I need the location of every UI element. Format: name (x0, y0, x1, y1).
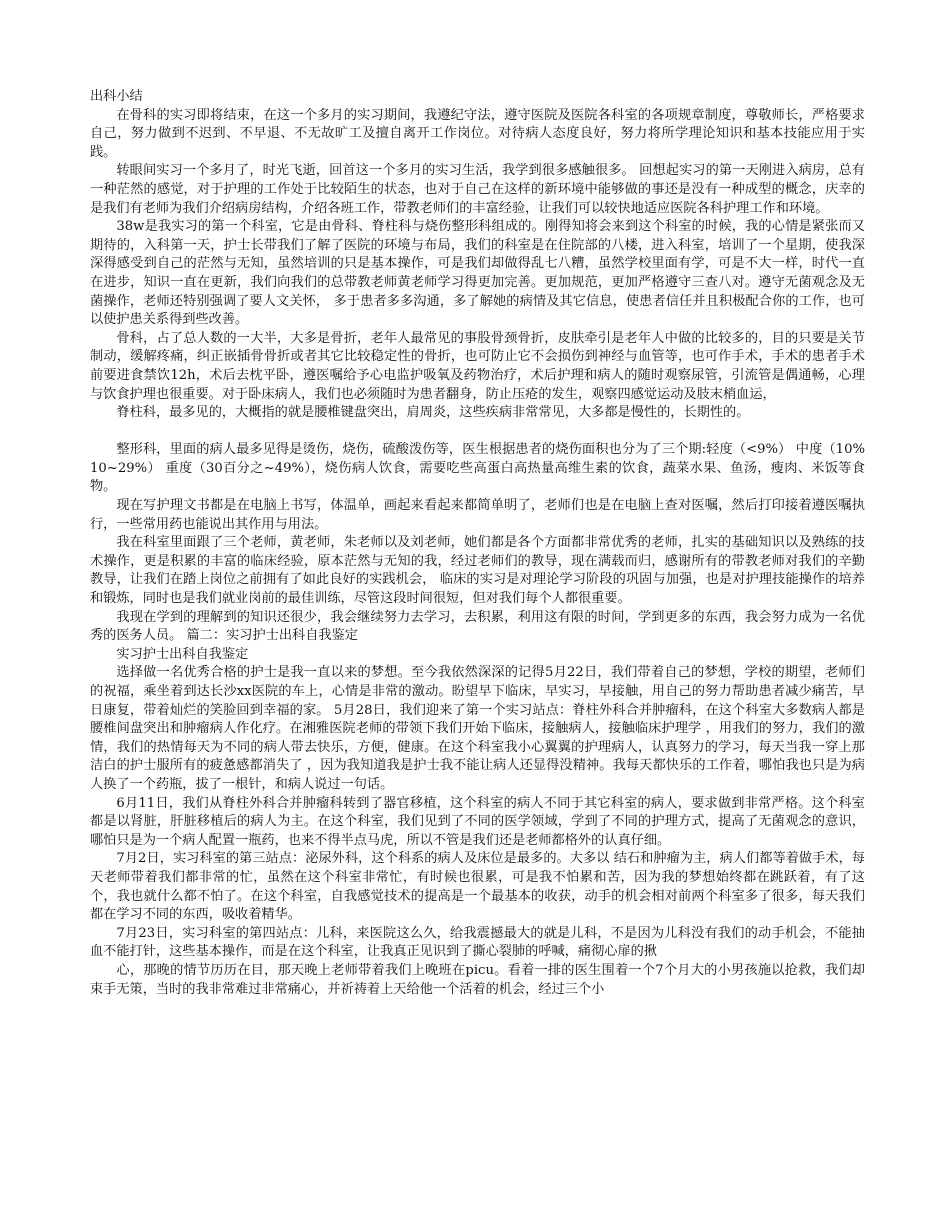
paragraph: 整形科，里面的病人最多见得是烫伤，烧伤，硫酸泼伤等，医生根据患者的烧伤面积也分为了三个期:轻度（<9%） 中度（10%10~29%） 重度（30百分之~49%），烧伤病人饮食，需要吃些高蛋白高热量高维生素的饮食，蔬菜水果、鱼汤，瘦肉、米饭等食物。 (90, 442, 865, 495)
document-title: 出科小结 (90, 89, 143, 104)
paragraph: 选择做一名优秀合格的护士是我一直以来的梦想。至今我依然深深的记得5月22日，我们带着自己的梦想，学校的期望，老师们的祝福，乘坐着到达长沙xx医院的车上，心情是非常的激动。盼望早下临床，早实习，早接触，用自己的努力帮助患者减少痛苦，早日康复，带着灿烂的笑脸回到幸福的家。 5月28日，我们迎来了第一个实习站点：脊柱外科合并肿瘤科，在这个科室大多数病人都是腰椎间盘突出和肿瘤病人作化疗。在湘雅医院老师的带领下我们开始下临床，接触病人，接触临床护理学 ，用我们的努力，我们的激情，我们的热情每天为不同的病人带去快乐，方便，健康。在这个科室我小心翼翼的护理病人，认真努力的学习，每天当我一穿上那洁白的护士服所有的疲惫感都消失了 ，因为我知道我是护士我不能让病人还显得没精神。我每天都快乐的工作着，哪怕我也只是为病人换了一个药瓶，拔了一根针，和病人说过一句话。 (90, 665, 865, 792)
paragraph: 脊柱科，最多见的，大概指的就是腰椎键盘突出，肩周炎，这些疾病非常常见，大多都是慢性的，长期性的。 (116, 405, 750, 421)
paragraph: 心，那晚的情节历历在目，那天晚上老师带着我们上晚班在picu。看着一排的医生围着一个7个月大的小男孩施以抢救，我们却束手无策，当时的我非常难过非常痛心，并祈祷着上天给他一个活着的机会，经过三个小 (90, 962, 865, 997)
paragraph: 转眼间实习一个多月了，时光飞逝，回首这一个多月的实习生活，我学到很多感触很多。 回想起实习的第一天刚进入病房，总有一种茫然的感觉，对于护理的工作处于比较陌生的状态，也对于自己在这样的新环境中能够做的事还是没有一种成型的概念，庆幸的是我们有老师为我们介绍病房结构，介绍各班工作，带教老师们的丰富经验，让我们可以较快地适应医院各科护理工作和环境。 (90, 163, 865, 216)
document-page (90, 88, 865, 999)
paragraph: 7月23日，实习科室的第四站点：儿科，来医院这么久，给我震撼最大的就是儿科，不是因为儿科没有我们的动手机会，不能抽血不能打针，这些基本操作，而是在这个科室，让我真正见识到了撕心裂肺的呼喊，痛彻心扉的揪 (90, 925, 865, 960)
paragraph: 6月11日，我们从脊柱外科合并肿瘤科转到了器官移植，这个科室的病人不同于其它科室的病人，要求做到非常严格。这个科室都是以肾脏，肝脏移植后的病人为主。在这个科室，我们见到了不同的医学领域，学到了不同的护理方式，提高了无菌观念的意识，哪怕只是为一个病人配置一瓶药，也来不得半点马虎，所以不管是我们还是老师都格外的认真仔细。 (90, 795, 865, 848)
paragraph: 我现在学到的理解到的知识还很少，我会继续努力去学习，去积累，利用这有限的时间，学到更多的东西，我会努力成为一名优秀的医务人员。 篇二：实习护士出科自我鉴定 (90, 609, 865, 644)
paragraph: 现在写护理文书都是在电脑上书写，体温单，画起来看起来都简单明了，老师们也是在电脑上查对医嘱，然后打印接着遵医嘱执行，一些常用药也能说出其作用与用法。 (90, 498, 865, 532)
paragraph: 骨科，占了总人数的一大半，大多是骨折，老年人最常见的事股骨颈骨折，皮肤牵引是老年人中做的比较多的，目的只要是关节制动，缓解疼痛，纠正嵌插骨骨折或者其它比较稳定性的骨折，也可防止它不会损伤到神经与血管等，也可作手术，手术的患者手术前要进食禁饮12h，术后去枕平卧，遵医嘱给予心电监护吸氧及药物治疗，术后护理和病人的随时观察尿管，引流管是偶通畅，心理与饮食护理也很重要。对于卧床病人，我们也必须随时为患者翻身，防止压疮的发生，观察四感觉运动及肢末梢血运， (90, 330, 865, 402)
paragraph: 7月2日，实习科室的第三站点：泌尿外科，这个科系的病人及床位是最多的。大多以 结石和肿瘤为主，病人们都等着做手术，每天老师带着我们都非常的忙，虽然在这个科室非常忙，有时候也很累，可是我不怕累和苦，因为我的梦想始终都在跳跃着，有了这个，我也就什么都不怕了。在这个科室，自我感觉技术的提高是一个最基本的收获，动手的机会相对前两个科室多了很多，每天我们都在学习不同的东西，吸收着精华。 (90, 851, 865, 923)
blank-line (90, 423, 865, 442)
paragraph: 在骨科的实习即将结束，在这一个多月的实习期间，我遵纪守法，遵守医院及医院各科室的各项规章制度，尊敬师长，严格要求自己，努力做到不迟到、不早退、不无故旷工及擅自离开工作岗位。对待病人态度良好，努力将所学理论知识和基本技能应用于实践。 (90, 107, 865, 160)
paragraph: 我在科室里面跟了三个老师，黄老师，朱老师以及刘老师，她们都是各个方面都非常优秀的老师，扎实的基础知识以及熟练的技术操作，更是积累的丰富的临床经验，原本茫然与无知的我，经过老师们的教导，现在满载而归，感谢所有的带教老师对我们的辛勤教导，让我们在踏上岗位之前拥有了如此良好的实践机会， 临床的实习是对理论学习阶段的巩固与加强，也是对护理技能操作的培养和锻炼，同时也是我们就业岗前的最佳训练，尽管这段时间很短，但对我们每个人都很重要。 (90, 535, 865, 607)
section-heading: 实习护士出科自我鉴定 (116, 646, 249, 662)
paragraph: 38w是我实习的第一个科室，它是由骨科、脊柱科与烧伤整形科组成的。刚得知将会来到这个科室的时候，我的心情是紧张而又期待的，入科第一天，护士长带我们了解了医院的环境与布局，我们的科室是在住院部的八楼，进入科室，培训了一个星期，使我深深得感受到自己的茫然与无知，虽然培训的只是基本操作，可是我们却做得乱七八糟，虽然学校里面有学，可是不大一样，时代一直在进步，知识一直在更新，我们向我们的总带教老师黄老师学习得更加完善。更加规范，更加严格遵守三查八对。遵守无菌观念及无菌操作，老师还特别强调了要人文关怀， 多于患者多多沟通，多了解她的病情及其它信息，使患者信任并且积极配合你的工作，也可以使护患关系得到些改善。 (90, 219, 865, 328)
